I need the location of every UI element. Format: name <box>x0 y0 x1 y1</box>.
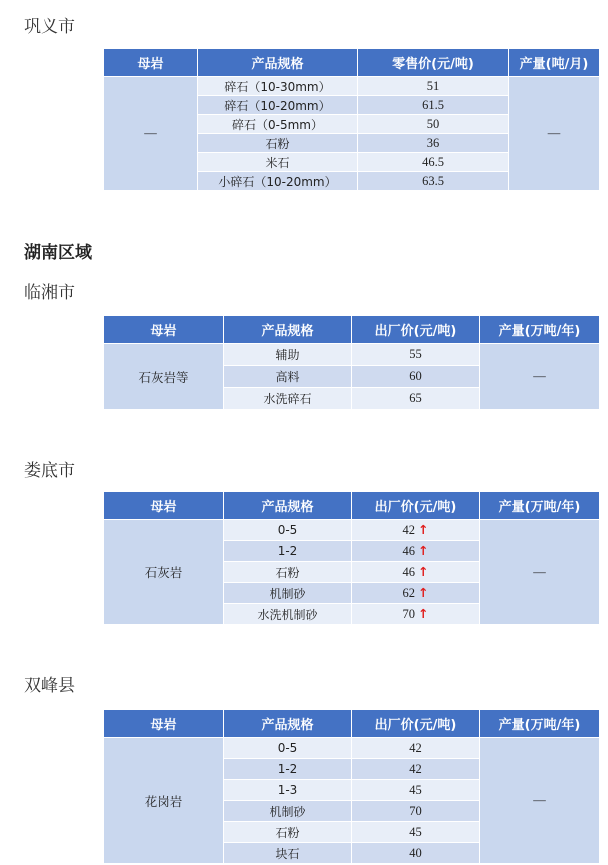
table-row <box>104 344 600 366</box>
price-cell: 61.5 <box>358 96 509 115</box>
rock-type-cell: 花岗岩 <box>104 738 224 864</box>
column-header: 产量(万吨/年) <box>480 710 600 738</box>
spec-cell: 0-5 <box>224 520 352 541</box>
column-header: 产量(吨/月) <box>509 49 600 77</box>
price-cell: 36 <box>358 134 509 153</box>
spec-cell: 米石 <box>198 153 358 172</box>
price-cell: 45 <box>352 822 480 843</box>
column-header: 产品规格 <box>224 316 352 344</box>
table-row <box>104 738 600 759</box>
price-cell: 50 <box>358 115 509 134</box>
city-heading: 娄底市 <box>24 461 75 481</box>
column-header: 产量(万吨/年) <box>480 492 600 520</box>
price-cell <box>352 583 480 604</box>
column-header: 母岩 <box>104 492 224 520</box>
rock-type-cell: 石灰岩等 <box>104 344 224 410</box>
column-header: 出厂价(元/吨) <box>352 710 480 738</box>
spec-cell: 高料 <box>224 366 352 388</box>
price-value: 46 <box>402 544 415 558</box>
spec-cell: 机制砂 <box>224 801 352 822</box>
up-arrow-icon: ↑ <box>418 522 429 537</box>
spec-cell: 块石 <box>224 843 352 864</box>
column-header: 零售价(元/吨) <box>358 49 509 77</box>
region-heading: 湖南区域 <box>24 243 92 263</box>
price-table <box>103 491 600 625</box>
spec-cell: 石粉 <box>198 134 358 153</box>
table-header-row <box>104 710 600 738</box>
spec-cell: 1-3 <box>224 780 352 801</box>
price-cell: 45 <box>352 780 480 801</box>
city-heading: 巩义市 <box>24 17 75 37</box>
spec-cell: 水洗碎石 <box>224 388 352 410</box>
price-cell: 42 <box>352 738 480 759</box>
table-row <box>104 520 600 541</box>
spec-cell: 小碎石（10-20mm） <box>198 172 358 191</box>
column-header: 出厂价(元/吨) <box>352 316 480 344</box>
output-cell: — <box>480 520 600 625</box>
price-value: 42 <box>402 523 415 537</box>
column-header: 出厂价(元/吨) <box>352 492 480 520</box>
table-header-row <box>104 492 600 520</box>
column-header: 产量(万吨/年) <box>480 316 600 344</box>
price-cell: 51 <box>358 77 509 96</box>
price-cell: 65 <box>352 388 480 410</box>
up-arrow-icon: ↑ <box>418 564 429 579</box>
table-header-row <box>104 49 600 77</box>
column-header: 母岩 <box>104 710 224 738</box>
price-cell <box>352 520 480 541</box>
price-cell: 46.5 <box>358 153 509 172</box>
output-cell: — <box>480 344 600 410</box>
up-arrow-icon: ↑ <box>418 585 429 600</box>
city-heading: 双峰县 <box>24 676 75 696</box>
price-cell <box>352 562 480 583</box>
rock-type-cell: — <box>104 77 198 191</box>
up-arrow-icon: ↑ <box>418 606 429 621</box>
spec-cell: 碎石（10-30mm） <box>198 77 358 96</box>
city-heading: 临湘市 <box>24 283 75 303</box>
table-header-row <box>104 316 600 344</box>
price-cell: 42 <box>352 759 480 780</box>
price-value: 46 <box>402 565 415 579</box>
spec-cell: 水洗机制砂 <box>224 604 352 625</box>
spec-cell: 机制砂 <box>224 583 352 604</box>
spec-cell: 碎石（0-5mm） <box>198 115 358 134</box>
table-row <box>104 77 600 96</box>
output-cell: — <box>509 77 600 191</box>
spec-cell: 1-2 <box>224 759 352 780</box>
spec-cell: 辅助 <box>224 344 352 366</box>
price-value: 70 <box>402 607 415 621</box>
column-header: 母岩 <box>104 316 224 344</box>
spec-cell: 石粉 <box>224 562 352 583</box>
price-value: 62 <box>402 586 415 600</box>
spec-cell: 0-5 <box>224 738 352 759</box>
up-arrow-icon: ↑ <box>418 543 429 558</box>
price-table <box>103 315 600 410</box>
price-cell <box>352 604 480 625</box>
price-cell: 55 <box>352 344 480 366</box>
rock-type-cell: 石灰岩 <box>104 520 224 625</box>
spec-cell: 1-2 <box>224 541 352 562</box>
column-header: 产品规格 <box>198 49 358 77</box>
price-cell <box>352 541 480 562</box>
output-cell: — <box>480 738 600 864</box>
price-cell: 63.5 <box>358 172 509 191</box>
column-header: 母岩 <box>104 49 198 77</box>
price-cell: 70 <box>352 801 480 822</box>
price-cell: 40 <box>352 843 480 864</box>
column-header: 产品规格 <box>224 710 352 738</box>
column-header: 产品规格 <box>224 492 352 520</box>
price-cell: 60 <box>352 366 480 388</box>
price-table <box>103 709 600 864</box>
spec-cell: 石粉 <box>224 822 352 843</box>
price-table <box>103 48 600 191</box>
spec-cell: 碎石（10-20mm） <box>198 96 358 115</box>
